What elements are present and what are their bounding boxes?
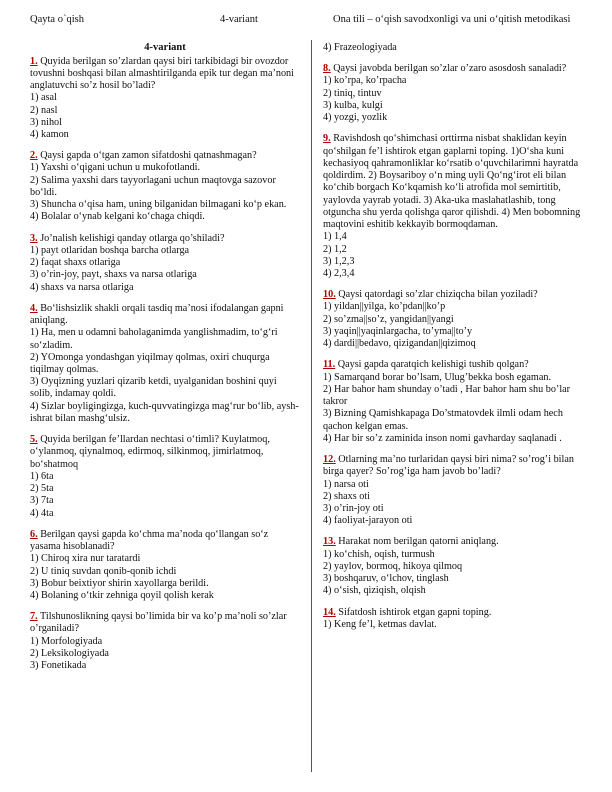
answer-option: 4) Sizlar boyligingizga, kuch-quvvatingizga mag‘rur bo‘lib, aysh-ishrat bilan mashg‘ulsiz. bbox=[30, 400, 299, 424]
answer-option: 2) Leksikologiyada bbox=[30, 647, 109, 659]
question-block bbox=[30, 233, 300, 294]
answer-option: 3) Bobur beixtiyor shirin xayollarga berildi. bbox=[30, 577, 209, 589]
question-text: Qaysi qatordagi so’zlar chiziqcha bilan yoziladi? bbox=[338, 289, 538, 301]
question-text: Qaysi gapda qaratqich kelishigi tushib qolgan? bbox=[337, 359, 529, 371]
question-stem bbox=[30, 529, 300, 553]
answer-option: 1) payt otlaridan boshqa barcha otlarga bbox=[30, 244, 190, 256]
question-stem bbox=[30, 303, 300, 327]
answer-option: 3) Shuncha o‘qisa ham, uning bilganidan bilmagani ko‘p ekan. bbox=[30, 199, 287, 211]
answer-option: 3) 1,2,3 bbox=[323, 255, 355, 267]
question-number: 8. bbox=[323, 63, 331, 75]
left-column bbox=[30, 42, 300, 681]
question-text: Harakat nom berilgan qatorni aniqlang. bbox=[338, 536, 499, 548]
question-stem bbox=[30, 150, 300, 162]
answer-option: 2) yaylov, bormoq, hikoya qilmoq bbox=[323, 560, 463, 572]
answer-option: 2) Har bahor ham shunday o’tadi , Har bahor ham shu bo’lar takror bbox=[323, 383, 571, 408]
answer-option: 4) Bolaning o‘tkir zehniga qoyil qolish kerak bbox=[30, 589, 214, 601]
answer-option: 3) 7ta bbox=[30, 495, 54, 507]
question-block bbox=[30, 529, 300, 602]
answer-option: 2) tiniq, tintuv bbox=[323, 87, 382, 99]
answer-option: 2) 1,2 bbox=[323, 243, 347, 255]
question-block bbox=[323, 63, 591, 124]
answer-option: 4) 4ta bbox=[30, 507, 54, 519]
question-stem bbox=[30, 56, 300, 93]
answer-option: 3) nihol bbox=[30, 116, 62, 128]
question-number: 4. bbox=[30, 302, 38, 314]
answer-option: 2) faqat shaxs otlariga bbox=[30, 257, 121, 269]
answer-option: 1) ko‘chish, oqish, turmush bbox=[323, 548, 435, 560]
answer-option: 1) ko’rpa, ko’rpacha bbox=[323, 75, 407, 87]
answer-option: 1) Samarqand borar bo’lsam, Ulug’bekka bosh egaman. bbox=[323, 371, 552, 383]
answer-option: 3) o’rin-joy oti bbox=[323, 502, 384, 514]
question-text: Qaysi javobda berilgan so’zlar o’zaro asosdosh sanaladi? bbox=[333, 63, 567, 75]
question-number: 3. bbox=[30, 232, 38, 244]
question-stem bbox=[30, 434, 300, 471]
answer-option: 2) U tiniq suvdan qonib-qonib ichdi bbox=[30, 565, 177, 577]
answer-option: 2) 5ta bbox=[30, 483, 54, 495]
question-number: 6. bbox=[30, 528, 38, 540]
question-text: Sifatdosh ishtirok etgan gapni toping. bbox=[338, 606, 492, 618]
right-column bbox=[323, 42, 591, 640]
question-stem bbox=[323, 536, 591, 548]
question-number: 1. bbox=[30, 55, 38, 67]
question-number: 11. bbox=[323, 359, 336, 371]
header-left-text: Qayta o`qish bbox=[30, 14, 84, 25]
question-number: 14. bbox=[323, 606, 336, 618]
answer-option: 4) yozgi, yozlik bbox=[323, 112, 388, 124]
question-stem bbox=[323, 607, 591, 619]
question-block bbox=[30, 611, 300, 672]
answer-option: 4) 2,3,4 bbox=[323, 267, 355, 279]
answer-option: 1) 6ta bbox=[30, 470, 54, 482]
question-number: 2. bbox=[30, 150, 38, 162]
question-text: Ravishdosh qo‘shimchasi orttirma nisbat shaklidan keyin qo‘shilgan fe’l ishtirok etgan gaplarni toping. 1)O‘sha kuni kechasiyoq qahramonliklar ko‘rsatib o‘quvchilarimni hayratda qoldirdim. 2) Boysariboy o‘n ming uyli Qo‘ng‘irot eli bilan ko‘chib borgach Ko‘kqamish ko‘li atrofida mol semirtitib, yaylovda yayrab yotadi. 3) Aka-uka maslahatlashib, tong otguncha shu yerda qolishga qaror qilishdi. 4) Men bobomning maqtovini eshitib kekkayib bormoqdaman. bbox=[323, 133, 581, 231]
page-header bbox=[0, 14, 612, 28]
answer-option: 3) o’rin-joy, payt, shaxs va narsa otlariga bbox=[30, 269, 197, 281]
answer-option: 1) yildan||yilga, ko’pdan||ko’p bbox=[323, 301, 446, 313]
answer-option: 1) narsa oti bbox=[323, 478, 369, 490]
question-block bbox=[30, 56, 300, 142]
answer-option: 3) Oyqizning yuzlari qizarib ketdi, uyalganidan boshini quyi solib, indamay qoldi. bbox=[30, 376, 277, 400]
answer-option: 3) Fonetikada bbox=[30, 660, 87, 672]
answer-option: 4) o‘sish, qiziqish, olqish bbox=[323, 585, 426, 597]
question-block bbox=[30, 434, 300, 520]
question-text: Quyida berilgan so’zlardan qaysi biri tarkibidagi bir ovozdor tovushni boshqasi bilan almashtirilganda epik tur degan ma’noni anglatuvchi so’z hosil bo’ladi? bbox=[30, 55, 294, 92]
answer-option: 1) Yaxshi o‘qigani uchun u mukofotlandi. bbox=[30, 162, 201, 174]
question-stem bbox=[323, 454, 591, 478]
continued-option: 4) Frazeologiyada bbox=[323, 42, 397, 53]
answer-option: 4) kamon bbox=[30, 129, 69, 140]
answer-option: 4) dardi||bedavo, qizigandan||qizimoq bbox=[323, 338, 476, 350]
answer-option: 1) asal bbox=[30, 92, 57, 104]
question-stem bbox=[30, 611, 300, 635]
question-block bbox=[323, 607, 591, 631]
answer-option: 2) Salima yaxshi dars tayyorlagani uchun maqtovga sazovor bo‘ldi. bbox=[30, 174, 276, 198]
question-text: Bo‘lishsizlik shakli orqali tasdiq ma’nosi ifodalangan gapni aniqlang. bbox=[30, 302, 284, 327]
question-text: Quyida berilgan fe’llardan nechtasi o‘timli? Kuylatmoq, o‘ylanmoq, qiynalmoq, edirmoq, silkinmoq, jimirlatmoq, bo‘shatmoq bbox=[30, 434, 270, 470]
answer-option: 2) so’zma||so’z, yangidan||yangi bbox=[323, 313, 454, 325]
answer-option: 3) yaqin||yaqinlargacha, to’yma||to’y bbox=[323, 325, 473, 337]
question-block bbox=[323, 133, 591, 280]
answer-option: 1) Ha, men u odamni baholaganimda yanglishmadim, to‘g‘ri so‘zladim. bbox=[30, 327, 278, 351]
question-block bbox=[323, 289, 591, 350]
question-text: Tilshunoslikning qaysi bo’limida bir va ko’p ma’noli so’zlar o’rganiladi? bbox=[30, 611, 287, 635]
question-stem bbox=[323, 289, 591, 301]
question-block bbox=[323, 454, 591, 527]
question-text: Jo’nalish kelishigi qanday otlarga qo’shiladi? bbox=[40, 232, 225, 244]
question-text: Qaysi gapda o‘tgan zamon sifatdoshi qatnashmagan? bbox=[40, 150, 257, 162]
answer-option: 4) Har bir so’z zaminida inson nomi gavharday saqlanadi . bbox=[323, 432, 562, 444]
answer-option: 3) boshqaruv, o‘lchov, tinglash bbox=[323, 573, 449, 585]
answer-option: 4) faoliyat-jarayon oti bbox=[323, 515, 413, 527]
answer-option: 2) YOmonga yondashgan yiqilmay qolmas, oxiri chuqurga tiqilmay qolmas. bbox=[30, 351, 270, 375]
right-question-list bbox=[323, 63, 591, 631]
question-stem bbox=[323, 359, 591, 371]
question-number: 12. bbox=[323, 454, 336, 466]
question-number: 10. bbox=[323, 289, 336, 301]
answer-option: 2) shaxs oti bbox=[323, 490, 370, 502]
answer-option: 3) Bizning Qamishkapaga Do’stmatovdek ilmli odam hech qachon kelgan emas. bbox=[323, 408, 563, 432]
question-stem bbox=[30, 233, 300, 245]
question-text: Berilgan qaysi gapda ko‘chma ma’noda qo‘llangan so‘z yasama hisoblanadi? bbox=[30, 528, 269, 553]
question-stem bbox=[323, 133, 591, 231]
answer-option: 2) nasl bbox=[30, 104, 58, 116]
answer-option: 4) Bolalar o‘ynab kelgani ko‘chaga chiqdi. bbox=[30, 211, 205, 223]
question-stem bbox=[323, 63, 591, 75]
question-number: 9. bbox=[323, 133, 331, 145]
column-divider bbox=[311, 40, 312, 772]
question-block bbox=[323, 536, 591, 597]
question-number: 5. bbox=[30, 434, 38, 446]
question-block bbox=[30, 150, 300, 223]
answer-option: 1) Chiroq xira nur taratardi bbox=[30, 553, 141, 565]
header-variant-text: 4-variant bbox=[220, 14, 258, 25]
answer-option: 1) Keng fe’l, ketmas davlat. bbox=[323, 618, 437, 630]
question-text: Otlarning ma’no turlaridan qaysi biri nima? so’rog’i bilan birga qayer? So’rog’iga ham javob bo’ladi? bbox=[323, 454, 574, 478]
variant-title: 4-variant bbox=[144, 42, 186, 53]
answer-option: 3) kulba, kulgi bbox=[323, 99, 383, 111]
question-number: 13. bbox=[323, 536, 336, 548]
header-subject-text: Ona tili – o‘qish savodxonligi va uni o‘qitish metodikasi bbox=[333, 14, 571, 25]
answer-option: 4) shaxs va narsa otlariga bbox=[30, 281, 134, 293]
question-block bbox=[323, 359, 591, 445]
answer-option: 1) 1,4 bbox=[323, 231, 347, 243]
left-question-list bbox=[30, 56, 300, 673]
question-block bbox=[30, 303, 300, 425]
question-number: 7. bbox=[30, 611, 38, 623]
answer-option: 1) Morfologiyada bbox=[30, 635, 103, 647]
